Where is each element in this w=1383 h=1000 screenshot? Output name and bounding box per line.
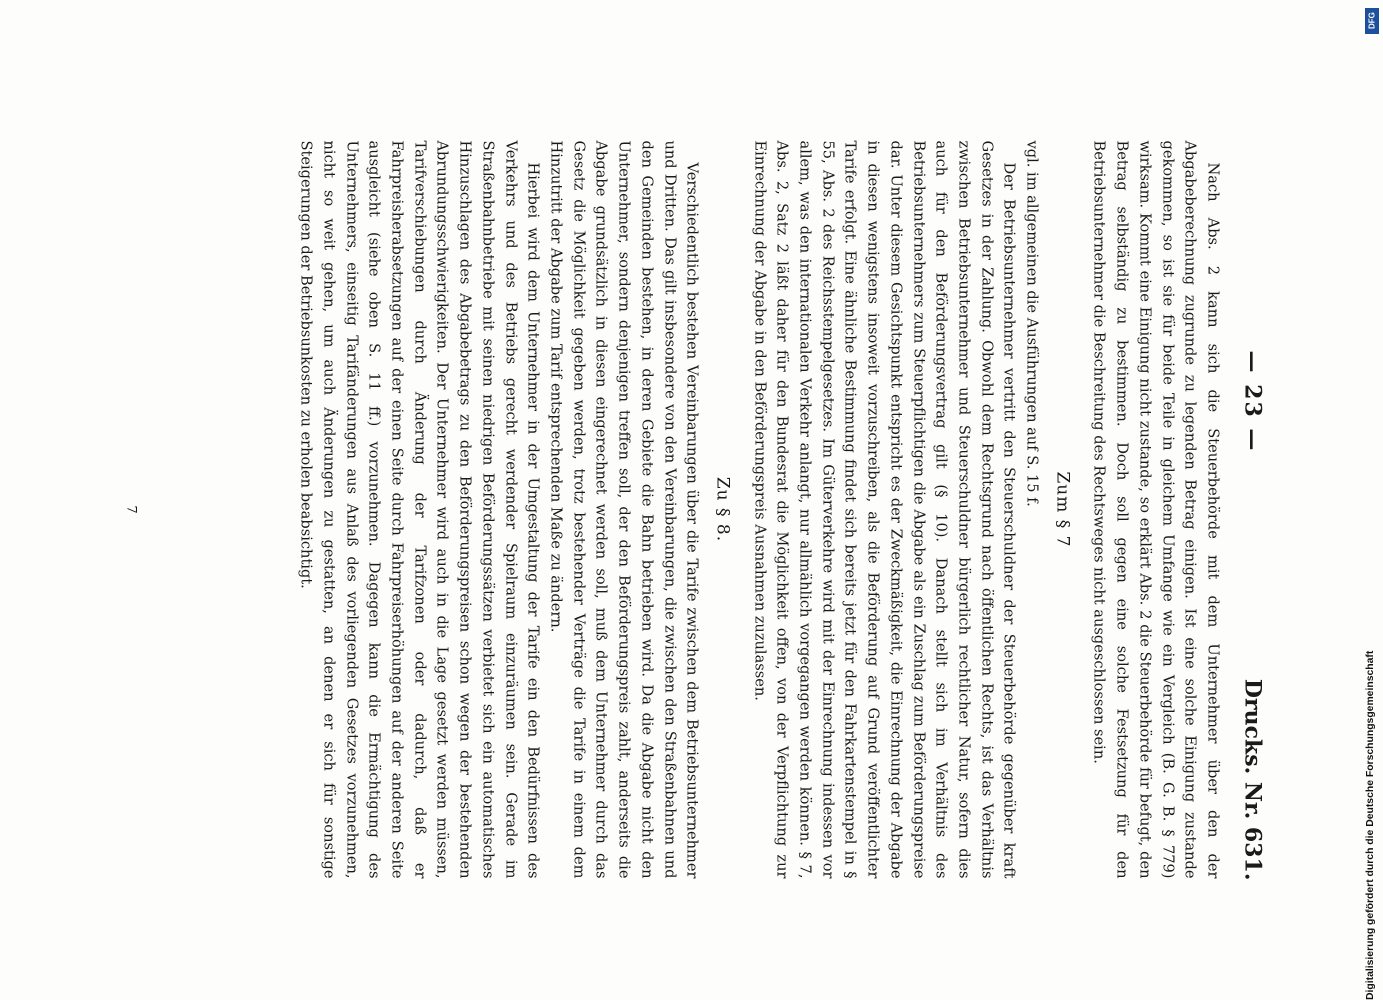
document-body <box>294 140 1223 878</box>
paragraph: Verschiedentlich bestehen Vereinbarungen über die Tarife zwischen dem Betriebsunternehmer und Dritten. Das gilt insbesondere von den Vereinbarungen, die zwischen den Straßenbahnen und den Gemeinden bestehen, in deren Gebiete die Bahn betrieben wird. Da die Abgabe nicht den Unternehmer, sondern denjenigen treffen soll, der den Beförderungspreis zahlt, anderseits die Abgabe grundsätzlich in diesen eingerechnet werden soll, muß dem Unternehmer durch das Gesetz die Möglichkeit gegeben werden, trotz bestehender Verträge die Tarife in einem dem Hinzutritt der Abgabe zum Tarif entsprechenden Maße zu ändern. <box>547 140 701 878</box>
page-header <box>1235 140 1265 880</box>
digitization-credit: Digitalisierung gefördert durch die Deutsche Forschungsgemeinschaft <box>1365 650 1376 1000</box>
signature-mark: 7 <box>123 504 138 514</box>
page-number: — 23 — <box>1239 350 1265 452</box>
paragraph: Nach Abs. 2 kann sich die Steuerbehörde mit dem Unternehmer über den der Abgabeberechnung zugrunde zu legenden Betrag einigen. Ist eine solche Einigung zustande gekommen, so ist sie für beide Teile in gleichem Umfange wie ein Vergleich (B. G. B. § 779) wirksam. Kommt eine Einigung nicht zustande, so erklärt Abs. 2 die Steuerbehörde für befugt, den Betrag selbständig zu bestimmen. Doch soll gegen eine solche Festsetzung für den Betriebsunternehmer die Beschreitung des Rechtsweges nicht ausgeschlossen sein. <box>1090 140 1221 878</box>
paragraph: Der Betriebsunternehmer vertritt den Steuerschuldner der Steuerbehörde gegenüber kraft Gesetzes in der Zahlung. Obwohl dem Rechtsgrund nach öffentlichen Rechts, ist das Verhältnis zwischen Betriebsunternehmer und Steuerschuldner bürgerlich rechtlicher Natur, sofern dies auch für den Beförderungsvertrag gilt (§ 10). Danach stellt sich im Verhältnis des Betriebsunternehmers zum Steuerpflichtigen die Abgabe als ein Zuschlag zum Beförderungspreise dar. Unter diesem Gesichtspunkt entspricht es der Zweckmäßigkeit, die Einrechnung der Abgabe in diesen wenigstens insoweit vorzuschreiben, als die Beförderung auf Grund veröffentlichter Tarife erfolgt. Eine ähnliche Bestimmung findet sich bereits jetzt für den Fahrkartenstempel in § 55, Abs. 2 des Reichsstempelgesetzes. Im Güterverkehre wird mit der Einrechnung indessen vor allem, was den internationalen Verkehr anlangt, nur allmählich vorgegangen werden können. § 7, Abs. 2, Satz 2 läßt daher für den Bundesrat die Möglichkeit offen, von der Verpflichtung zur Einrechnung der Abgabe in den Beförderungspreis Ausnahmen zuzulassen. <box>750 140 1018 878</box>
dfg-logo: DFG <box>1365 8 1379 34</box>
paragraph: Hierbei wird dem Unternehmer in der Umgestaltung der Tarife ein den Bedürfnissen des Verkehrs und des Betriebs gerecht werdender Spielraum einzuräumen sein. Gerade im Straßenbahnbetriebe mit seinen niedrigen Beförderungssätzen verbietet sich ein automatisches Hinzuschlagen des Abgabebetrags zu den Beförderungspreisen schon wegen der bestehenden Abrundungsschwierigkeiten. Der Unternehmer wird auch in die Lage gesetzt werden müssen, Tarifverschiebungen durch Änderung der Tarifzonen oder dadurch, daß er Fahrpreisherabsetzungen auf der einen Seite durch Fahrpreiserhöhungen auf der anderen Seite ausgleicht (siehe oben S. 11 ff.) vorzunehmen. Dagegen kann die Ermächtigung des Unternehmers, einseitig Tarifänderungen aus Anlaß des vorliegenden Gesetzes vorzunehmen, nicht so weit gehen, um auch Änderungen zu gestatten, an denen er sich für sonstige Steigerungen der Betriebsunkosten zu erholen beabsichtigt. <box>297 140 542 878</box>
paragraph: vgl. im allgemeinen die Ausführungen auf S. 15 f. <box>1023 140 1041 507</box>
section-heading: Zu § 8. <box>711 476 732 542</box>
section-heading: Zum § 7 <box>1051 470 1072 547</box>
document-reference: Drucks. Nr. 631. <box>1239 678 1265 880</box>
digitization-note <box>1361 0 1383 1000</box>
